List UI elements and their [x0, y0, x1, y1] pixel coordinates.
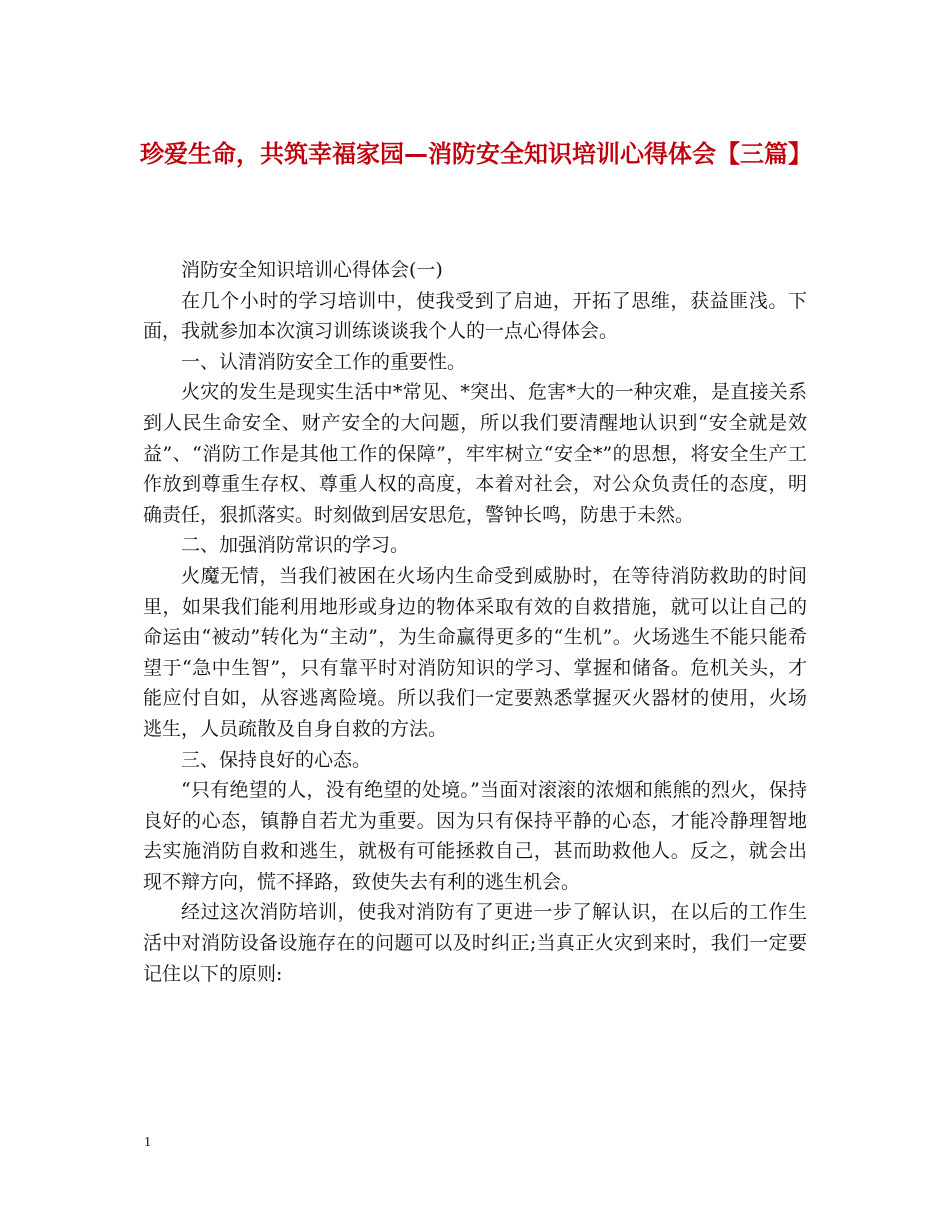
body-paragraph: “只有绝望的人，没有绝望的处境。”当面对滚滚的浓烟和熊熊的烈火，保持良好的心态，镇静自若尤为重要。因为只有保持平静的心态，才能冷静理智地去实施消防自救和逃生，就极有可能拯救自己，甚而助救他人。反之，就会出现不辩方向，慌不择路，致使失去有利的逃生机会。 — [143, 779, 807, 893]
body-paragraph: 在几个小时的学习培训中，使我受到了启迪，开拓了思维，获益匪浅。下面，我就参加本次演习训练谈谈我个人的一点心得体会。 — [143, 289, 807, 343]
section-heading: 二、加强消防常识的学习。 — [181, 534, 410, 557]
body-paragraph: 火灾的发生是现实生活中*常见、*突出、危害*大的一种灾难，是直接关系到人民生命安全、财产安全的大问题，所以我们要清醒地认识到“安全就是效益”、“消防工作是其他工作的保障”，牢牢树立“安全*”的思想，将安全生产工作放到尊重生存权、尊重人权的高度，本着对社会，对公众负责任的态度，明确责任，狠抓落实。时刻做到居安思危，警钟长鸣，防患于未然。 — [143, 381, 807, 526]
body-paragraph: 火魔无情，当我们被困在火场内生命受到威胁时，在等待消防救助的时间里，如果我们能利用地形或身边的物体采取有效的自救措施，就可以让自己的命运由“被动”转化为“主动”，为生命赢得更多的“生机”。火场逃生不能只能希望于“急中生智”，只有靠平时对消防知识的学习、掌握和储备。危机关头，才能应付自如，从容逃离险境。所以我们一定要熟悉掌握灭火器材的使用，火场逃生，人员疏散及自身自救的方法。 — [143, 564, 807, 740]
body-paragraph: 经过这次消防培训，使我对消防有了更进一步了解认识，在以后的工作生活中对消防设备设施存在的问题可以及时纠正;当真正火灾到来时，我们一定要记住以下的原则: — [143, 901, 807, 985]
section-heading: 一、认清消防安全工作的重要性。 — [181, 350, 467, 373]
section-heading: 三、保持良好的心态。 — [181, 748, 372, 771]
section-heading: 消防安全知识培训心得体会(一) — [181, 259, 443, 281]
document-title: 珍爱生命，共筑幸福家园—消防安全知识培训心得体会【三篇】 — [140, 140, 812, 168]
page-number: 1 — [144, 1135, 151, 1150]
document-body — [143, 255, 807, 989]
